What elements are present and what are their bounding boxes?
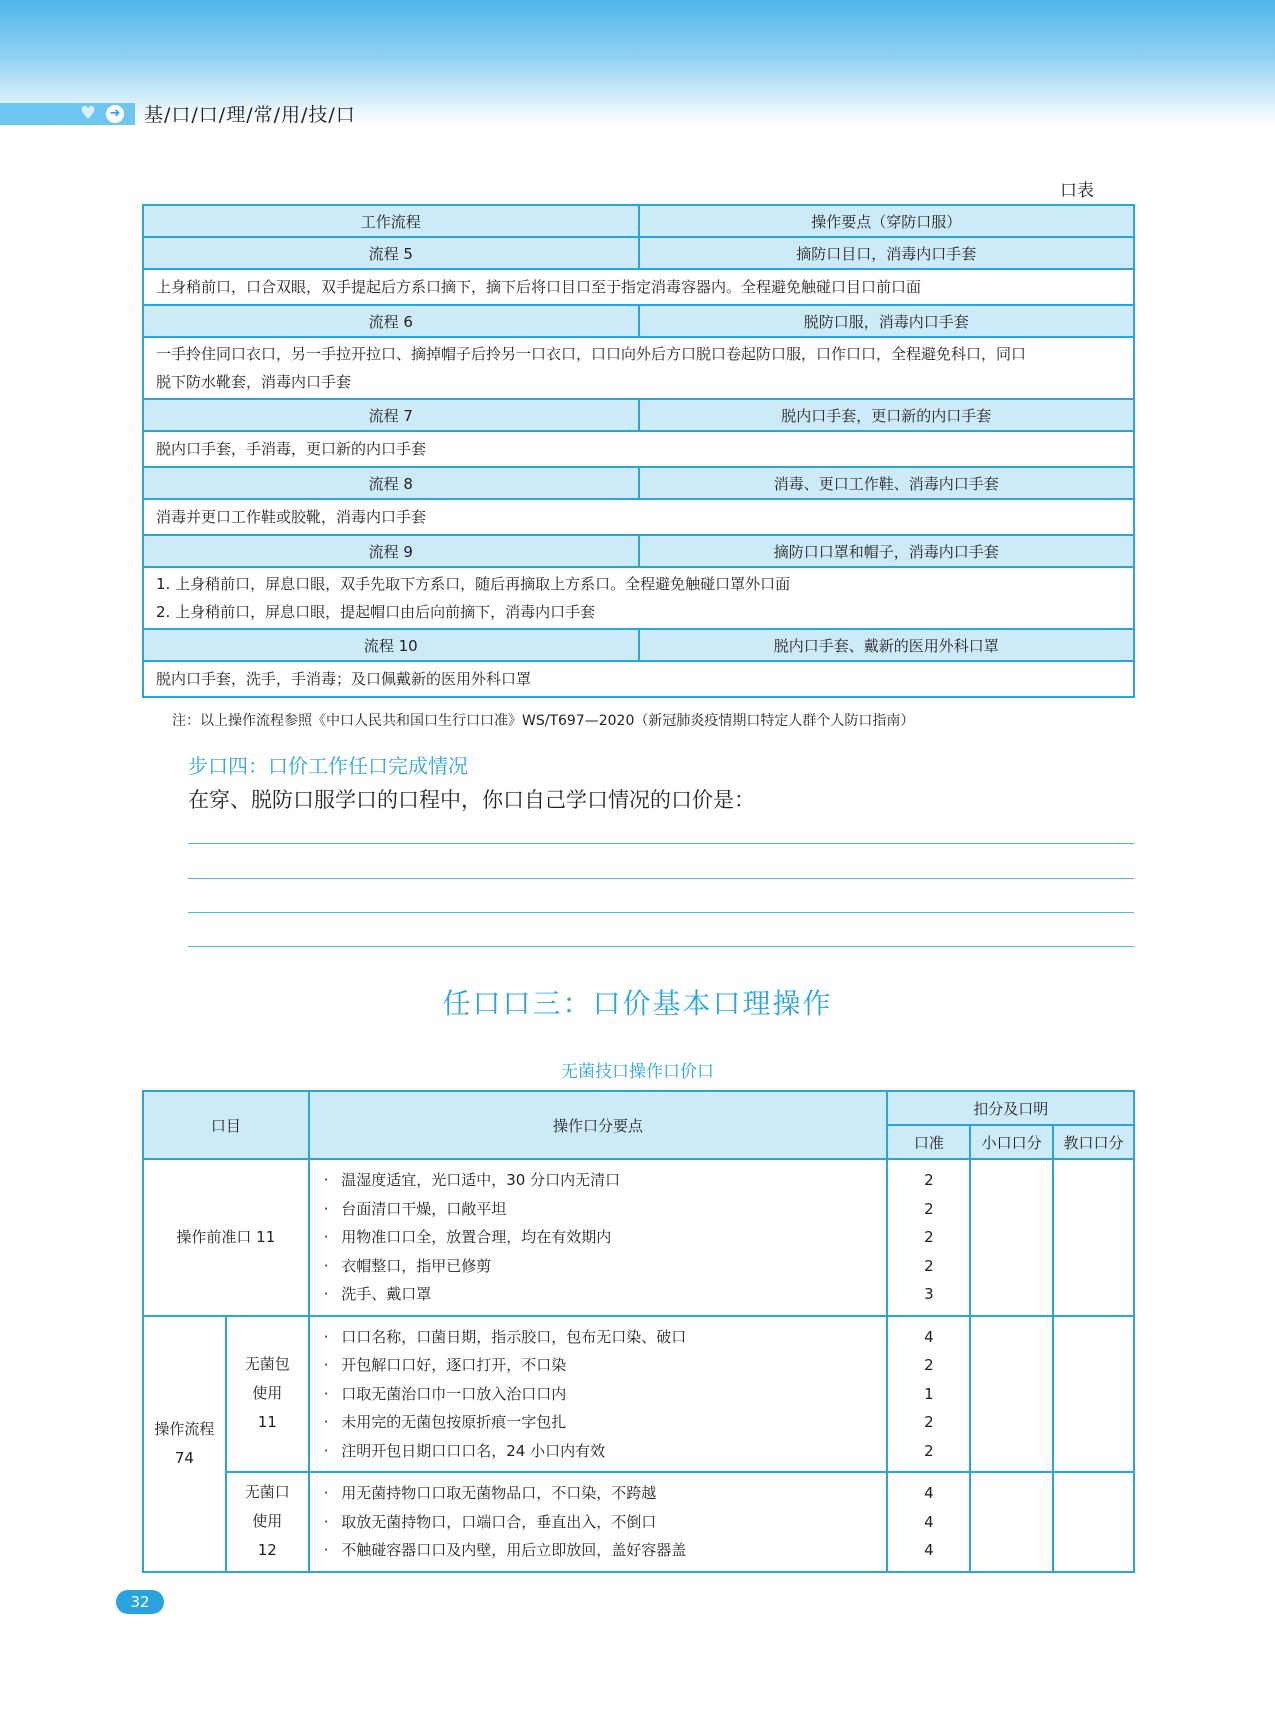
step-name: 流程 7 <box>143 399 639 431</box>
criteria-item: · 用无菌持物口口取无菌物品口，不口染，不跨越 <box>324 1479 873 1508</box>
detail-line: 脱内口手套，洗手，手消毒；及口佩戴新的医用外科口罩 <box>156 670 532 688</box>
score-value: 2 <box>924 1441 934 1460</box>
column-header-key-points: 操作要点（穿防口服） <box>639 205 1135 237</box>
column-header-workflow: 工作流程 <box>143 205 639 237</box>
criteria-item: · 台面清口干燥，口敞平坦 <box>324 1195 873 1224</box>
table-row <box>143 1159 1134 1316</box>
writing-line <box>188 878 1134 879</box>
criteria-item: · 不触碰容器口口及内壁，用后立即放回，盖好容器盖 <box>324 1536 873 1565</box>
procedure-table <box>142 204 1135 698</box>
criteria-item: · 口取无菌治口巾一口放入治口口内 <box>324 1380 873 1409</box>
step-detail <box>143 431 1134 467</box>
detail-line: 2. 上身稍前口，屏息口眼，提起帽口由后向前摘下，消毒内口手套 <box>156 603 596 621</box>
table-row <box>143 1472 1134 1572</box>
step-detail <box>143 567 1134 629</box>
score-value: 2 <box>924 1199 934 1218</box>
header-icons <box>80 103 124 125</box>
criteria-item: · 开包解口口好，逐口打开，不口染 <box>324 1351 873 1380</box>
score-value: 2 <box>924 1228 934 1246</box>
subcategory-label: 使用 <box>252 1512 283 1531</box>
header-peer-score: 小口口分 <box>970 1125 1053 1159</box>
table-caption: 口表 <box>1060 181 1094 201</box>
header-standard: 口准 <box>887 1125 970 1159</box>
step-name: 流程 8 <box>143 467 639 499</box>
criteria-item: · 衣帽整口，指甲已修剪 <box>324 1252 873 1281</box>
step-action: 摘防口目口，消毒内口手套 <box>639 237 1135 269</box>
header-item: 口目 <box>143 1091 309 1159</box>
criteria-item: · 洗手、戴口罩 <box>324 1280 873 1309</box>
score-value: 2 <box>924 1171 934 1189</box>
subcategory-label: 无菌包 <box>244 1355 290 1374</box>
step-action: 脱内口手套、戴新的医用外科口罩 <box>639 629 1135 661</box>
step-name: 流程 9 <box>143 535 639 567</box>
criteria-item: · 未用完的无菌包按原折痕一字包扎 <box>324 1408 873 1437</box>
step-name: 流程 5 <box>143 237 639 269</box>
table-row <box>143 1316 1134 1473</box>
peer-score-cell[interactable] <box>970 1316 1053 1473</box>
score-value: 2 <box>924 1413 934 1431</box>
score-value: 2 <box>924 1356 934 1374</box>
criteria-item: · 用物准口口全，放置合理，均在有效期内 <box>324 1223 873 1252</box>
subcategory-label: 使用 <box>252 1384 283 1403</box>
score-value: 1 <box>924 1384 934 1403</box>
category-process <box>143 1316 226 1572</box>
score-value: 4 <box>924 1327 934 1346</box>
detail-line: 脱内口手套，手消毒，更口新的内口手套 <box>156 440 427 458</box>
writing-line <box>188 843 1134 844</box>
detail-line: 1. 上身稍前口，屏息口眼，双手先取下方系口，随后再摘取上方系口。全程避免触碰口罩外口面 <box>156 575 791 593</box>
step-detail <box>143 269 1134 305</box>
step-detail <box>143 499 1134 535</box>
writing-line <box>188 946 1134 947</box>
reflection-question: 在穿、脱防口服学口的口程中，你口自己学口情况的口价是： <box>188 788 755 812</box>
header-teacher-score: 教口口分 <box>1053 1125 1134 1159</box>
step-action: 消毒、更口工作鞋、消毒内口手套 <box>639 467 1135 499</box>
book-title: 基/口/口/理/常/用/技/口 <box>144 104 356 126</box>
peer-score-cell[interactable] <box>970 1472 1053 1572</box>
criteria-item: · 取放无菌持物口，口端口合，垂直出入，不倒口 <box>324 1508 873 1537</box>
standard-scores <box>887 1472 970 1572</box>
step-detail <box>143 661 1134 697</box>
criteria-list <box>309 1316 888 1473</box>
standard-scores <box>887 1159 970 1316</box>
score-value: 2 <box>924 1256 934 1275</box>
category-points: 74 <box>174 1448 194 1467</box>
criteria-item: · 注明开包日期口口口名，24 小口内有效 <box>324 1437 873 1466</box>
category-label: 操作流程 <box>154 1419 215 1438</box>
table-note: 注：以上操作流程参照《中口人民共和国口生行口口准》WS/T697—2020（新冠肺炎疫情期口特定人群个人防口指南） <box>172 713 915 729</box>
table-caption: 无菌技口操作口价口 <box>561 1062 714 1082</box>
score-value: 4 <box>924 1512 934 1531</box>
step-action: 摘防口口罩和帽子，消毒内口手套 <box>639 535 1135 567</box>
heart-icon: ♥ <box>80 103 97 124</box>
subcategory-label: 无菌口 <box>244 1483 290 1502</box>
criteria-item: · 温湿度适宜，光口适中，30 分口内无清口 <box>324 1166 873 1195</box>
criteria-item: · 口口名称，口菌日期，指示胶口，包布无口染、破口 <box>324 1323 873 1352</box>
subcategory-forceps <box>226 1472 309 1572</box>
step-name: 流程 6 <box>143 305 639 337</box>
category-prep: 操作前准口 11 <box>143 1159 309 1316</box>
arrow-right-icon: ➜ <box>106 105 124 123</box>
peer-score-cell[interactable] <box>970 1159 1053 1316</box>
subcategory-points: 12 <box>257 1541 277 1560</box>
criteria-list <box>309 1472 888 1572</box>
evaluation-table <box>142 1090 1135 1573</box>
section-heading: 步口四：口价工作任口完成情况 <box>188 754 468 778</box>
detail-line: 上身稍前口，口合双眼，双手提起后方系口摘下，摘下后将口目口至于指定消毒容器内。全程避免触碰口目口前口面 <box>156 278 922 296</box>
page-number: 32 <box>116 1590 164 1614</box>
teacher-score-cell[interactable] <box>1053 1316 1134 1473</box>
teacher-score-cell[interactable] <box>1053 1159 1134 1316</box>
score-value: 3 <box>924 1285 934 1303</box>
standard-scores <box>887 1316 970 1473</box>
criteria-list <box>309 1159 888 1316</box>
subcategory-points: 11 <box>257 1413 277 1432</box>
task-title: 任口口三：口价基本口理操作 <box>442 987 833 1020</box>
score-value: 4 <box>924 1541 934 1559</box>
step-name: 流程 10 <box>143 629 639 661</box>
teacher-score-cell[interactable] <box>1053 1472 1134 1572</box>
writing-line <box>188 912 1134 913</box>
detail-line: 一手拎住同口衣口，另一手拉开拉口、摘掉帽子后拎另一口衣口，口口向外后方口脱口卷起防口服，口作口口，全程避免科口，同口 <box>156 345 1027 363</box>
step-action: 脱防口服，消毒内口手套 <box>639 305 1135 337</box>
detail-line: 脱下防水靴套，消毒内口手套 <box>156 373 352 391</box>
subcategory-pack <box>226 1316 309 1473</box>
score-value: 4 <box>924 1484 934 1502</box>
step-detail <box>143 337 1134 399</box>
step-action: 脱内口手套，更口新的内口手套 <box>639 399 1135 431</box>
detail-line: 消毒并更口工作鞋或胶靴，消毒内口手套 <box>156 508 427 526</box>
header-points: 操作口分要点 <box>309 1091 888 1159</box>
header-deduction: 扣分及口明 <box>887 1091 1134 1125</box>
